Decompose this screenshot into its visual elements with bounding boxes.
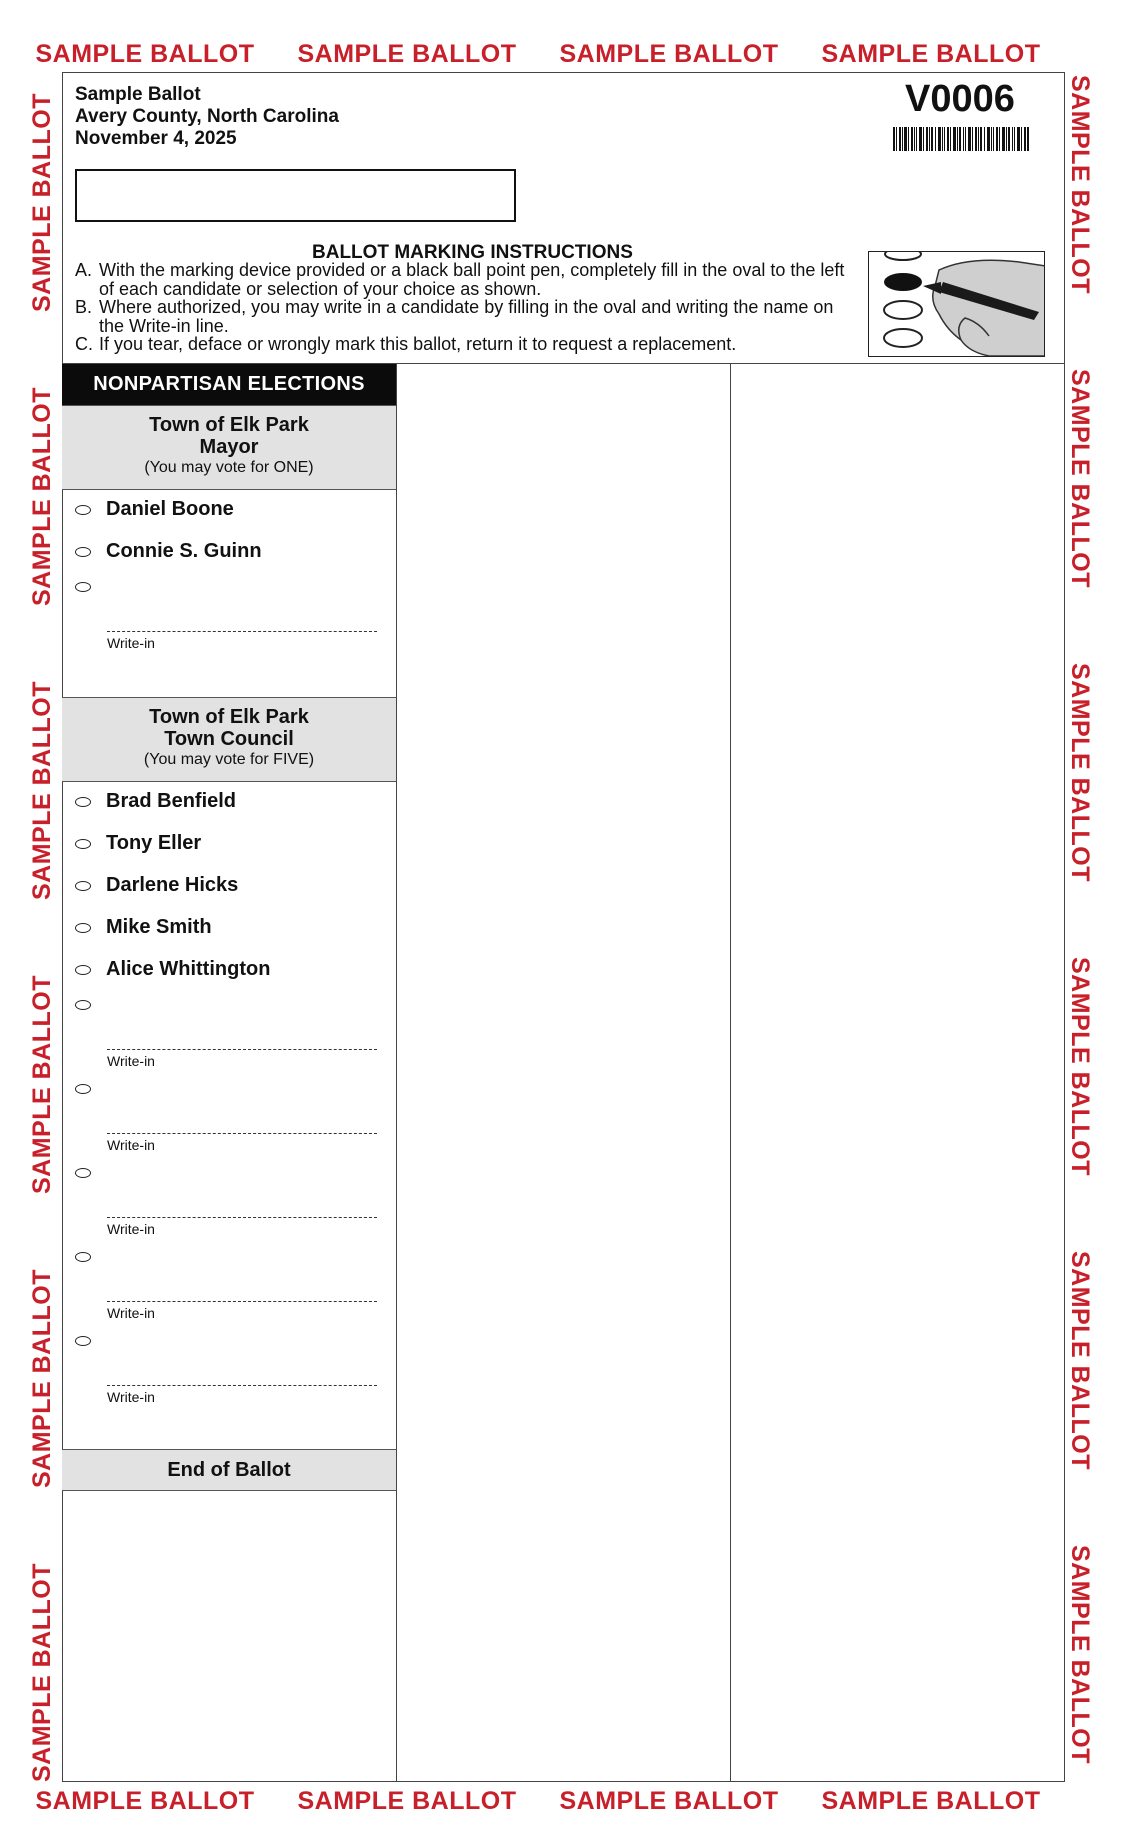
instructions-list (75, 261, 845, 354)
watermark-right-6: SAMPLE BALLOT (1066, 1545, 1094, 1764)
watermark-right-2: SAMPLE BALLOT (1066, 369, 1094, 588)
ballot-oval[interactable] (75, 839, 91, 849)
instruction-text: If you tear, deface or wrongly mark this ballot, return it to request a replacement. (99, 334, 737, 354)
watermark-bottom-3: SAMPLE BALLOT (559, 1787, 779, 1815)
contest-vote-for: (You may vote for ONE) (144, 459, 314, 476)
instructions-title: BALLOT MARKING INSTRUCTIONS (312, 242, 633, 263)
watermark-top-1: SAMPLE BALLOT (35, 40, 255, 68)
write-in-label: Write-in (107, 1305, 155, 1321)
candidate-name: Connie S. Guinn (106, 540, 262, 562)
watermark-right-5: SAMPLE BALLOT (1066, 1251, 1094, 1470)
candidate-option[interactable] (75, 790, 236, 813)
watermark-top-4: SAMPLE BALLOT (821, 40, 1041, 68)
header-date: November 4, 2025 (75, 128, 237, 149)
candidate-option[interactable] (75, 916, 212, 939)
write-in-line[interactable] (107, 631, 377, 632)
header-county: Avery County, North Carolina (75, 106, 339, 127)
write-in-option[interactable] (75, 1336, 106, 1346)
ballot-oval[interactable] (75, 547, 91, 557)
end-of-ballot: End of Ballot (62, 1449, 396, 1491)
header-title: Sample Ballot (75, 84, 201, 105)
write-in-option[interactable] (75, 582, 106, 592)
ballot-header (75, 84, 339, 150)
column-divider-1 (396, 363, 397, 1781)
ballot-oval[interactable] (75, 505, 91, 515)
instruction-label: B. (75, 297, 93, 317)
contest-jurisdiction: Town of Elk Park (149, 414, 309, 436)
ballot-oval[interactable] (75, 965, 91, 975)
instruction-item (75, 298, 845, 335)
watermark-top-2: SAMPLE BALLOT (297, 40, 517, 68)
candidate-name: Tony Eller (106, 832, 202, 854)
write-in-line[interactable] (107, 1301, 377, 1302)
contest-header-mayor (62, 405, 396, 490)
watermark-left-1: SAMPLE BALLOT (28, 93, 56, 312)
watermark-left-3: SAMPLE BALLOT (28, 681, 56, 900)
contest-office: Mayor (199, 436, 259, 458)
column-divider-2 (730, 363, 731, 1781)
instruction-text: With the marking device provided or a black ball point pen, completely fill in the oval to the left of each candidate or selection of your choice as shown. (99, 260, 845, 299)
write-in-option[interactable] (75, 1084, 106, 1094)
candidate-option[interactable] (75, 958, 270, 981)
write-in-label: Write-in (107, 1053, 155, 1069)
watermark-top-3: SAMPLE BALLOT (559, 40, 779, 68)
ballot-oval[interactable] (75, 797, 91, 807)
candidate-option[interactable] (75, 540, 262, 563)
ballot-oval[interactable] (75, 1336, 91, 1346)
watermark-bottom-1: SAMPLE BALLOT (35, 1787, 255, 1815)
watermark-right-1: SAMPLE BALLOT (1066, 75, 1094, 294)
contest-header-town-council (62, 697, 396, 782)
watermark-right-4: SAMPLE BALLOT (1066, 957, 1094, 1176)
contest-office: Town Council (164, 728, 294, 750)
candidate-option[interactable] (75, 498, 234, 521)
section-banner: NONPARTISAN ELECTIONS (62, 364, 396, 405)
watermark-left-4: SAMPLE BALLOT (28, 975, 56, 1194)
instruction-item (75, 261, 845, 298)
candidate-option[interactable] (75, 832, 201, 855)
write-in-label: Write-in (107, 1221, 155, 1237)
write-in-option[interactable] (75, 1168, 106, 1178)
ballot-oval[interactable] (75, 1252, 91, 1262)
candidate-name: Mike Smith (106, 916, 212, 938)
write-in-line[interactable] (107, 1049, 377, 1050)
watermark-bottom-4: SAMPLE BALLOT (821, 1787, 1041, 1815)
write-in-line[interactable] (107, 1133, 377, 1134)
write-in-option[interactable] (75, 1252, 106, 1262)
write-in-label: Write-in (107, 635, 155, 651)
marking-example-illustration (868, 251, 1045, 357)
write-in-option[interactable] (75, 1000, 106, 1010)
hand-pen-icon (869, 252, 1045, 357)
ballot-style-id: V0006 (905, 78, 1015, 120)
ballot-oval[interactable] (75, 582, 91, 592)
ballot-oval[interactable] (75, 1000, 91, 1010)
instruction-label: A. (75, 260, 93, 280)
watermark-right-3: SAMPLE BALLOT (1066, 663, 1094, 882)
instruction-item (75, 335, 845, 354)
candidate-name: Brad Benfield (106, 790, 237, 812)
instruction-label: C. (75, 334, 93, 354)
candidate-name: Darlene Hicks (106, 874, 239, 896)
contest-vote-for: (You may vote for FIVE) (143, 751, 315, 768)
watermark-left-2: SAMPLE BALLOT (28, 387, 56, 606)
write-in-label: Write-in (107, 1389, 155, 1405)
ballot-oval[interactable] (75, 1084, 91, 1094)
ballot-oval[interactable] (75, 923, 91, 933)
watermark-left-6: SAMPLE BALLOT (28, 1563, 56, 1782)
barcode (893, 127, 1029, 151)
write-in-line[interactable] (107, 1385, 377, 1386)
candidate-name: Daniel Boone (106, 498, 234, 520)
instruction-text: Where authorized, you may write in a candidate by filling in the oval and writing the name on the Write-in line. (99, 297, 834, 336)
watermark-bottom-2: SAMPLE BALLOT (297, 1787, 517, 1815)
ballot-oval[interactable] (75, 881, 91, 891)
candidate-name: Alice Whittington (106, 958, 271, 980)
write-in-line[interactable] (107, 1217, 377, 1218)
watermark-left-5: SAMPLE BALLOT (28, 1269, 56, 1488)
write-in-label: Write-in (107, 1137, 155, 1153)
voter-id-box (75, 169, 516, 222)
ballot-oval[interactable] (75, 1168, 91, 1178)
contest-jurisdiction: Town of Elk Park (149, 706, 309, 728)
candidate-option[interactable] (75, 874, 238, 897)
